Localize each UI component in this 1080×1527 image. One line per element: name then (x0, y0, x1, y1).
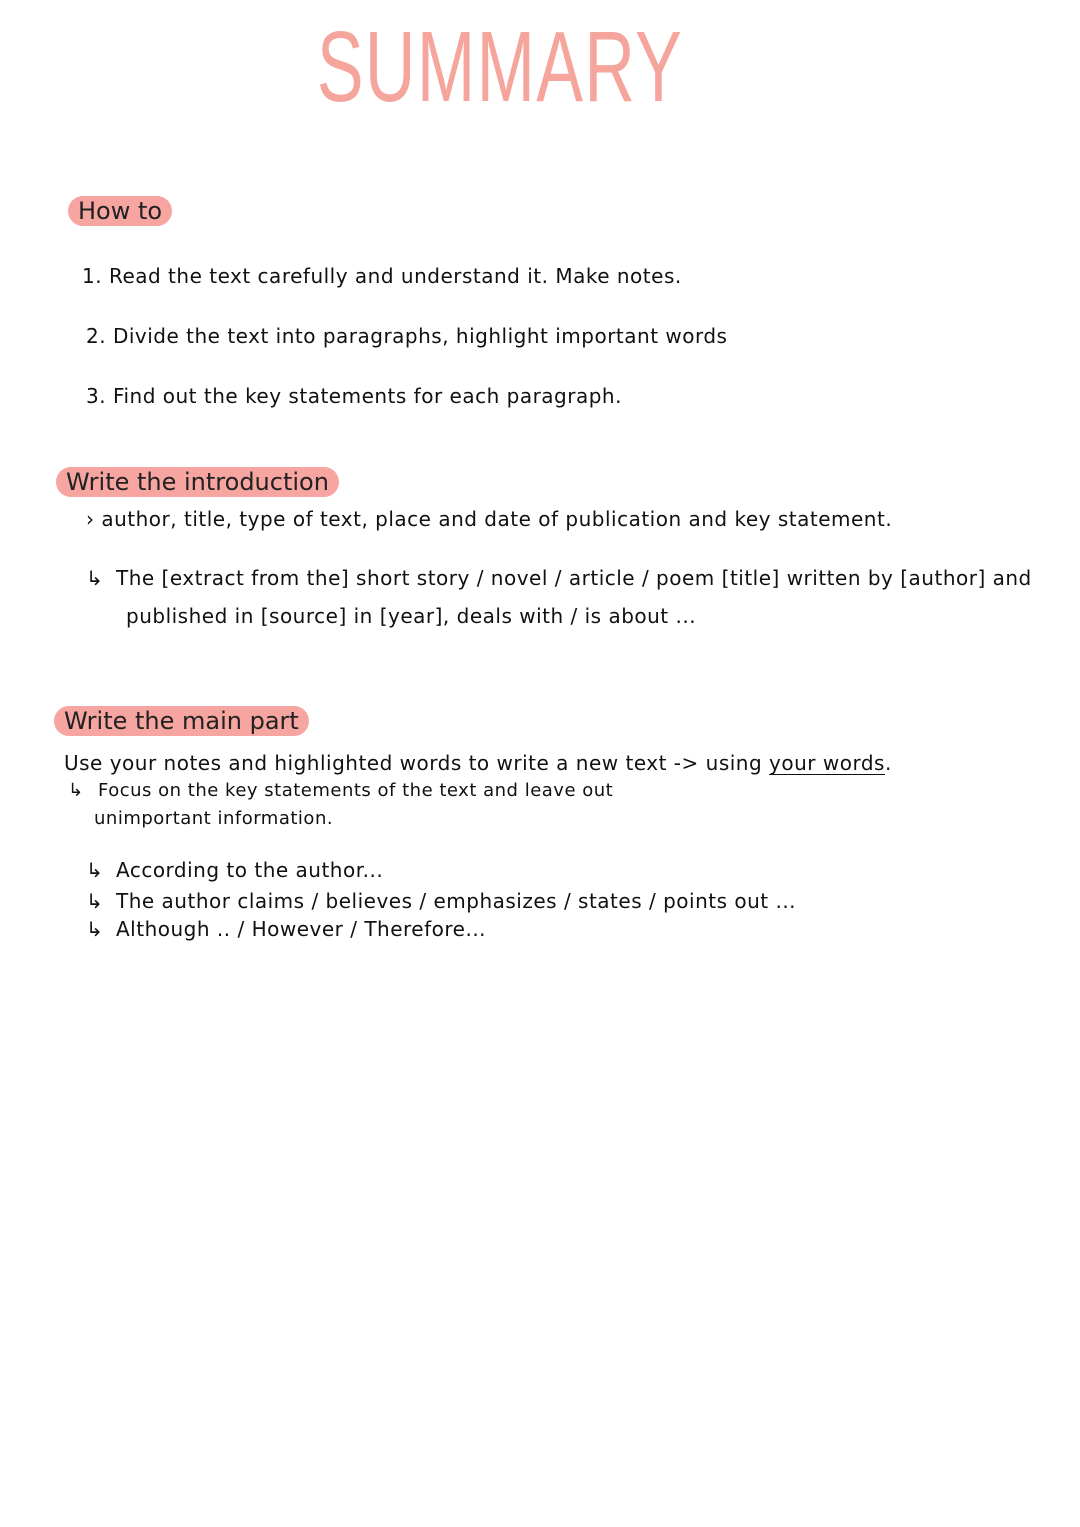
hook-arrow-icon: ↳ (86, 917, 104, 941)
step-2: 2. Divide the text into paragraphs, highlight important words (86, 324, 728, 348)
hook-arrow-icon: ↳ (86, 889, 104, 913)
your-words-emphasis: your words (769, 751, 885, 775)
phrase-3: Although .. / However / Therefore... (116, 917, 487, 941)
hook-arrow-icon: ↳ (86, 566, 104, 590)
focus-line1: Focus on the key statements of the text and leave out (98, 780, 614, 801)
intro-template-line1: The [extract from the] short story / novel / article / poem [title] written by [author] and (116, 566, 1032, 590)
page-title: SUMMARY (316, 11, 684, 123)
section-heading-main-part: Write the main part (54, 706, 309, 736)
intro-template-line2: published in [source] in [year], deals with / is about ... (126, 604, 697, 628)
bullet-arrow-icon: › (86, 507, 102, 531)
section-heading-how-to: How to (68, 196, 172, 226)
hook-arrow-icon: ↳ (86, 858, 104, 882)
phrase-2: The author claims / believes / emphasizes / states / points out ... (116, 889, 797, 913)
intro-elements: author, title, type of text, place and date of publication and key statement. (101, 507, 893, 531)
main-intro: Use your notes and highlighted words to write a new text -> using (64, 751, 763, 775)
step-1: 1. Read the text carefully and understand it. Make notes. (82, 264, 682, 288)
phrase-1: According to the author... (116, 858, 384, 882)
hook-arrow-icon: ↳ (68, 780, 84, 801)
focus-line2: unimportant information. (94, 808, 334, 829)
section-heading-introduction: Write the introduction (56, 467, 339, 497)
step-3: 3. Find out the key statements for each paragraph. (86, 384, 622, 408)
